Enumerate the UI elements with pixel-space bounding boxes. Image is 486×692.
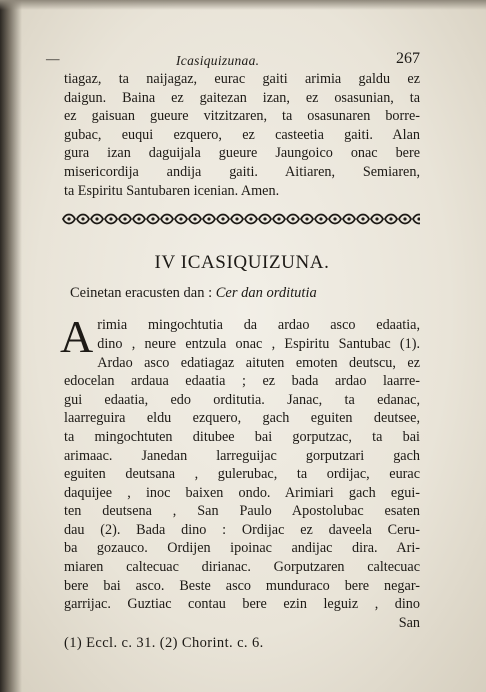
chapter-title: IV ICASIQUIZUNA. [154,251,330,273]
text-line: gui edaatia, edo orditutia. Janac, ta edanac, [64,391,420,408]
text-line: tiagaz, ta naijagaz, eurac gaiti arimia galdu ez [64,71,420,87]
subtitle-prefix: Ceinetan eracusten dan : [70,284,213,301]
catchword: San [398,614,420,631]
page-number: 267 [396,50,420,67]
text-line: gubac, euqui ezquero, ez casteetia gaiti. Alan [64,126,420,143]
page-gutter-shadow [0,0,22,692]
header-dash: — [46,51,60,66]
text-line: laarreguira eldu ezquero, gach eguiten deutsee, [64,410,420,427]
text-line: miaren caltecuac dirianac. Gorputzaren caltecuac [64,559,420,576]
text-line: gura izan daguijala gueure Jaungoico onac bere [64,145,420,162]
continued-paragraph [64,70,420,200]
text-line: ta Espiritu Santubaren icenian. Amen. [64,182,280,199]
drop-cap: A [60,311,94,363]
text-line: dino , neure entzula onac , Espiritu Santubac (1). [97,335,420,352]
chapter-subtitle [64,284,420,303]
text-line: dau (2). Bada dino : Ordijac ez daveela Ceru- [64,521,420,538]
text-line: ta mingochtuten ditubee bai gorputzac, ta bai [64,428,420,445]
catchword-row [64,614,420,632]
text-line: daquijee , inoc baixen ondo. Arimiari gach egui- [64,484,420,501]
chapter-body [60,311,420,632]
text-line: ez gaisuan gueure vitzitzaren, ta osasunaren borre- [64,108,420,125]
page-text-block [46,50,420,652]
subtitle-italic: Cer dan orditutia [215,284,317,301]
text-line: eguiten deutsana , gulerubac, ta ordijac, eurac [64,466,420,483]
page-top-shadow [0,0,486,10]
text-line: ten deutsena , San Paulo Apostolubac esaten [64,503,420,520]
running-header [46,50,420,68]
text-line: misericordija andija gaiti. Aitiaren, Semiaren, [64,163,420,180]
ornamental-rule [62,212,420,226]
text-line: garrijac. Guztiac contau bere ezin leguiz , dino [64,596,420,613]
text-line: arimaac. Janedan larreguijac gorputzari gach [64,447,420,464]
text-line: rimia mingochtutia da ardao asco edaatia, [97,317,420,334]
text-line: edocelan ardaua edaatia ; ez bada ardao laarre- [64,373,420,390]
text-line: bere bai asco. Beste asco munduraco bere negar- [64,577,420,594]
running-head-title: Icasiquizunaa. [176,53,260,68]
footnote: (1) Eccl. c. 31. (2) Chorint. c. 6. [64,634,264,651]
text-line: ba gozauco. Ordijen ipoinac andijac dira. Ari- [64,540,420,557]
text-line: Ardao asco edatiagaz aituten emoten deutscu, ez [97,354,420,371]
text-line: daigun. Baina ez gaitezan izan, ez osasunian, ta [64,89,420,106]
